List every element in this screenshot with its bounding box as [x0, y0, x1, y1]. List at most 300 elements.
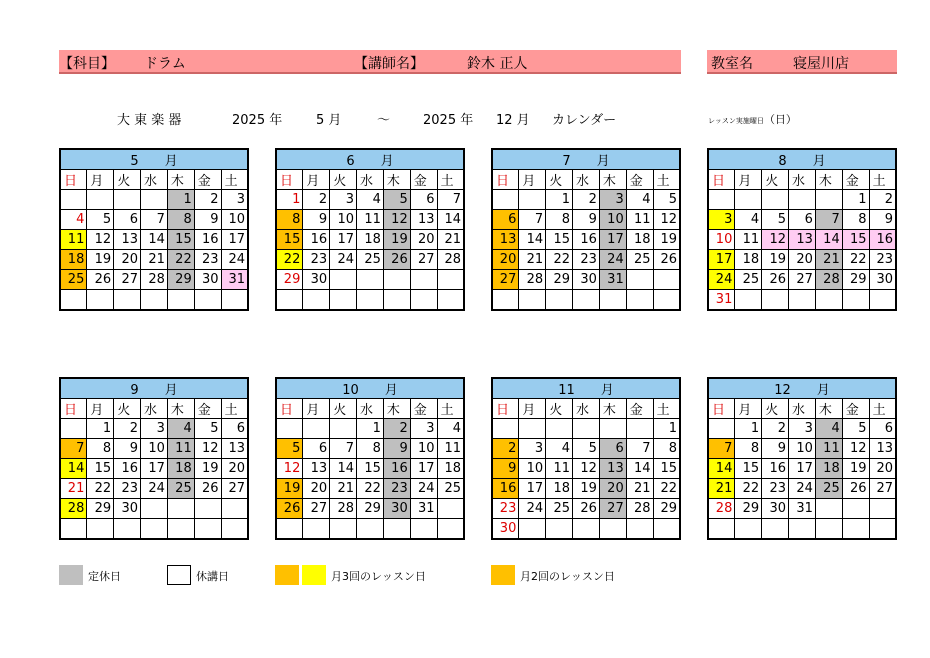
day-cell: 24 [519, 499, 546, 519]
day-cell: 21 [708, 479, 735, 499]
start-month: 5 月 [316, 113, 342, 128]
day-cell: 17 [330, 230, 357, 250]
empty-cell [141, 499, 168, 519]
day-cell: 18 [815, 459, 842, 479]
empty-cell [141, 519, 168, 539]
day-cell: 1 [276, 190, 303, 210]
day-cell: 1 [546, 190, 573, 210]
day-cell: 4 [60, 210, 87, 230]
day-cell: 10 [519, 459, 546, 479]
day-cell: 11 [546, 459, 573, 479]
weekday-header: 土 [221, 399, 248, 419]
day-cell: 22 [357, 479, 384, 499]
weekday-header: 土 [653, 399, 680, 419]
day-cell: 2 [194, 190, 221, 210]
weekday-header: 金 [194, 170, 221, 190]
day-cell: 1 [87, 419, 114, 439]
day-cell: 5 [194, 419, 221, 439]
day-cell: 27 [492, 270, 519, 290]
day-cell: 6 [410, 190, 437, 210]
empty-cell [303, 519, 330, 539]
day-cell: 30 [114, 499, 141, 519]
day-cell: 23 [573, 250, 600, 270]
month-title: 8 月 [708, 149, 896, 170]
day-cell: 17 [141, 459, 168, 479]
empty-cell [492, 290, 519, 310]
empty-cell [410, 270, 437, 290]
day-cell: 8 [653, 439, 680, 459]
day-cell: 7 [60, 439, 87, 459]
day-cell: 4 [735, 210, 762, 230]
day-cell: 31 [221, 270, 248, 290]
day-cell: 7 [519, 210, 546, 230]
legend-three-yellow-swatch [302, 565, 326, 585]
day-cell: 25 [437, 479, 464, 499]
day-cell: 16 [114, 459, 141, 479]
day-cell: 29 [546, 270, 573, 290]
day-cell: 25 [357, 250, 384, 270]
day-cell: 12 [573, 459, 600, 479]
empty-cell [762, 190, 789, 210]
empty-cell [194, 519, 221, 539]
day-cell: 15 [167, 230, 194, 250]
day-cell: 8 [87, 439, 114, 459]
day-cell: 16 [303, 230, 330, 250]
weekday-header: 水 [789, 399, 816, 419]
day-cell: 26 [194, 479, 221, 499]
month-calendar [491, 377, 681, 540]
day-cell: 9 [492, 459, 519, 479]
day-cell: 3 [599, 190, 626, 210]
day-cell: 10 [708, 230, 735, 250]
range-tilde: ～ [377, 113, 391, 128]
empty-cell [303, 419, 330, 439]
day-cell: 10 [599, 210, 626, 230]
day-cell: 12 [842, 439, 869, 459]
empty-cell [437, 270, 464, 290]
day-cell: 3 [221, 190, 248, 210]
day-cell: 29 [357, 499, 384, 519]
day-cell: 27 [114, 270, 141, 290]
weekday-header: 月 [303, 170, 330, 190]
day-cell: 22 [842, 250, 869, 270]
month-title: 11 月 [492, 378, 680, 399]
day-cell: 2 [383, 419, 410, 439]
weekday-header: 金 [410, 399, 437, 419]
empty-cell [167, 290, 194, 310]
weekday-header: 日 [60, 399, 87, 419]
day-cell: 3 [410, 419, 437, 439]
day-cell: 3 [330, 190, 357, 210]
day-cell: 19 [87, 250, 114, 270]
day-cell: 10 [789, 439, 816, 459]
day-cell: 21 [815, 250, 842, 270]
weekday-header: 木 [815, 170, 842, 190]
day-cell: 6 [869, 419, 896, 439]
weekday-header: 月 [519, 399, 546, 419]
day-cell: 22 [735, 479, 762, 499]
empty-cell [276, 290, 303, 310]
weekday-header: 木 [383, 399, 410, 419]
day-cell: 4 [815, 419, 842, 439]
day-cell: 11 [60, 230, 87, 250]
day-cell: 6 [303, 439, 330, 459]
day-cell: 2 [303, 190, 330, 210]
empty-cell [573, 419, 600, 439]
day-cell: 26 [276, 499, 303, 519]
day-cell: 28 [815, 270, 842, 290]
day-cell: 19 [383, 230, 410, 250]
empty-cell [60, 519, 87, 539]
weekday-header: 日 [708, 399, 735, 419]
month-calendar [59, 148, 249, 311]
day-cell: 7 [141, 210, 168, 230]
month-title: 12 月 [708, 378, 896, 399]
day-cell: 5 [842, 419, 869, 439]
legend-holiday-label: 定休日 [88, 570, 121, 583]
day-cell: 5 [573, 439, 600, 459]
day-cell: 14 [815, 230, 842, 250]
empty-cell [599, 419, 626, 439]
day-cell: 14 [519, 230, 546, 250]
day-cell: 25 [60, 270, 87, 290]
day-cell: 12 [194, 439, 221, 459]
empty-cell [815, 190, 842, 210]
empty-cell [437, 290, 464, 310]
day-cell: 15 [653, 459, 680, 479]
empty-cell [546, 290, 573, 310]
day-cell: 14 [141, 230, 168, 250]
day-cell: 17 [221, 230, 248, 250]
weekday-header: 火 [762, 170, 789, 190]
day-cell: 13 [410, 210, 437, 230]
day-cell: 16 [383, 459, 410, 479]
lesson-day-label: レッスン実施曜日 [708, 117, 764, 125]
day-cell: 22 [87, 479, 114, 499]
empty-cell [87, 190, 114, 210]
day-cell: 14 [437, 210, 464, 230]
day-cell: 7 [626, 439, 653, 459]
weekday-header: 木 [167, 170, 194, 190]
month-calendar [275, 377, 465, 540]
day-cell: 1 [735, 419, 762, 439]
empty-cell [735, 519, 762, 539]
day-cell: 20 [869, 459, 896, 479]
empty-cell [357, 519, 384, 539]
school-bar [707, 50, 897, 74]
empty-cell [194, 499, 221, 519]
day-cell: 25 [626, 250, 653, 270]
day-cell: 6 [114, 210, 141, 230]
day-cell: 31 [410, 499, 437, 519]
empty-cell [599, 290, 626, 310]
day-cell: 9 [869, 210, 896, 230]
day-cell: 25 [167, 479, 194, 499]
empty-cell [815, 499, 842, 519]
day-cell: 31 [789, 499, 816, 519]
day-cell: 17 [708, 250, 735, 270]
empty-cell [519, 290, 546, 310]
day-cell: 28 [141, 270, 168, 290]
day-cell: 24 [708, 270, 735, 290]
legend-two-label: 月2回のレッスン日 [520, 570, 615, 583]
day-cell: 28 [708, 499, 735, 519]
weekday-header: 月 [735, 399, 762, 419]
empty-cell [221, 499, 248, 519]
empty-cell [789, 290, 816, 310]
day-cell: 4 [357, 190, 384, 210]
day-cell: 7 [330, 439, 357, 459]
weekday-header: 金 [626, 170, 653, 190]
day-cell: 2 [869, 190, 896, 210]
empty-cell [167, 499, 194, 519]
day-cell: 16 [194, 230, 221, 250]
day-cell: 21 [60, 479, 87, 499]
day-cell: 1 [357, 419, 384, 439]
day-cell: 19 [276, 479, 303, 499]
day-cell: 30 [573, 270, 600, 290]
day-cell: 8 [546, 210, 573, 230]
day-cell: 16 [573, 230, 600, 250]
day-cell: 19 [653, 230, 680, 250]
day-cell: 26 [653, 250, 680, 270]
empty-cell [114, 190, 141, 210]
weekday-header: 月 [87, 399, 114, 419]
day-cell: 20 [303, 479, 330, 499]
weekday-header: 金 [842, 399, 869, 419]
empty-cell [789, 190, 816, 210]
day-cell: 21 [437, 230, 464, 250]
day-cell: 19 [842, 459, 869, 479]
empty-cell [114, 290, 141, 310]
day-cell: 13 [599, 459, 626, 479]
day-cell: 3 [519, 439, 546, 459]
day-cell: 13 [492, 230, 519, 250]
school-value: 寝屋川店 [793, 56, 849, 72]
day-cell: 13 [869, 439, 896, 459]
day-cell: 29 [276, 270, 303, 290]
day-cell: 28 [626, 499, 653, 519]
weekday-header: 火 [114, 170, 141, 190]
day-cell: 4 [546, 439, 573, 459]
day-cell: 28 [437, 250, 464, 270]
empty-cell [708, 419, 735, 439]
day-cell: 8 [167, 210, 194, 230]
day-cell: 23 [492, 499, 519, 519]
day-cell: 21 [519, 250, 546, 270]
day-cell: 30 [194, 270, 221, 290]
empty-cell [735, 290, 762, 310]
day-cell: 18 [437, 459, 464, 479]
teacher-value: 鈴木 正人 [467, 56, 528, 72]
day-cell: 17 [410, 459, 437, 479]
weekday-header: 日 [492, 170, 519, 190]
day-cell: 18 [546, 479, 573, 499]
empty-cell [276, 419, 303, 439]
day-cell: 7 [437, 190, 464, 210]
day-cell: 1 [842, 190, 869, 210]
empty-cell [626, 270, 653, 290]
day-cell: 22 [276, 250, 303, 270]
title-bar [59, 50, 681, 74]
weekday-header: 土 [869, 170, 896, 190]
day-cell: 19 [573, 479, 600, 499]
start-year: 2025 年 [232, 113, 283, 128]
day-cell: 27 [410, 250, 437, 270]
day-cell: 26 [573, 499, 600, 519]
empty-cell [87, 519, 114, 539]
weekday-header: 木 [599, 399, 626, 419]
empty-cell [546, 419, 573, 439]
empty-cell [330, 270, 357, 290]
empty-cell [492, 419, 519, 439]
weekday-header: 木 [167, 399, 194, 419]
day-cell: 29 [167, 270, 194, 290]
day-cell: 25 [815, 479, 842, 499]
month-calendar [275, 148, 465, 311]
empty-cell [357, 290, 384, 310]
day-cell: 22 [167, 250, 194, 270]
empty-cell [519, 519, 546, 539]
legend-no-lesson-swatch [167, 565, 191, 585]
day-cell: 5 [276, 439, 303, 459]
weekday-header: 火 [330, 170, 357, 190]
empty-cell [383, 270, 410, 290]
weekday-header: 木 [815, 399, 842, 419]
weekday-header: 水 [573, 170, 600, 190]
weekday-header: 火 [546, 399, 573, 419]
day-cell: 15 [357, 459, 384, 479]
day-cell: 19 [194, 459, 221, 479]
day-cell: 14 [330, 459, 357, 479]
empty-cell [708, 190, 735, 210]
day-cell: 23 [114, 479, 141, 499]
month-calendar [491, 148, 681, 311]
empty-cell [546, 519, 573, 539]
empty-cell [762, 519, 789, 539]
day-cell: 1 [167, 190, 194, 210]
lesson-day [708, 111, 797, 127]
legend-holiday-swatch [59, 565, 83, 585]
day-cell: 27 [303, 499, 330, 519]
day-cell: 8 [276, 210, 303, 230]
day-cell: 9 [762, 439, 789, 459]
empty-cell [221, 519, 248, 539]
weekday-header: 土 [653, 170, 680, 190]
empty-cell [330, 519, 357, 539]
empty-cell [869, 519, 896, 539]
day-cell: 27 [599, 499, 626, 519]
day-cell: 9 [573, 210, 600, 230]
weekday-header: 日 [276, 399, 303, 419]
day-cell: 13 [789, 230, 816, 250]
weekday-header: 月 [303, 399, 330, 419]
day-cell: 28 [519, 270, 546, 290]
empty-cell [842, 519, 869, 539]
day-cell: 11 [437, 439, 464, 459]
day-cell: 15 [87, 459, 114, 479]
month-title: 10 月 [276, 378, 464, 399]
day-cell: 9 [303, 210, 330, 230]
day-cell: 24 [599, 250, 626, 270]
weekday-header: 日 [708, 170, 735, 190]
day-cell: 18 [626, 230, 653, 250]
day-cell: 10 [330, 210, 357, 230]
day-cell: 27 [869, 479, 896, 499]
empty-cell [653, 270, 680, 290]
day-cell: 22 [653, 479, 680, 499]
day-cell: 17 [519, 479, 546, 499]
empty-cell [626, 419, 653, 439]
empty-cell [573, 519, 600, 539]
weekday-header: 日 [492, 399, 519, 419]
day-cell: 23 [383, 479, 410, 499]
day-cell: 20 [599, 479, 626, 499]
empty-cell [383, 290, 410, 310]
day-cell: 13 [114, 230, 141, 250]
day-cell: 14 [626, 459, 653, 479]
day-cell: 21 [330, 479, 357, 499]
day-cell: 18 [60, 250, 87, 270]
month-title: 6 月 [276, 149, 464, 170]
empty-cell [735, 190, 762, 210]
day-cell: 2 [492, 439, 519, 459]
subject-label: 【科目】 [59, 56, 115, 72]
weekday-header: 火 [114, 399, 141, 419]
weekday-header: 金 [842, 170, 869, 190]
day-cell: 12 [653, 210, 680, 230]
weekday-header: 木 [599, 170, 626, 190]
day-cell: 12 [87, 230, 114, 250]
day-cell: 29 [735, 499, 762, 519]
weekday-header: 水 [141, 170, 168, 190]
day-cell: 9 [194, 210, 221, 230]
empty-cell [815, 519, 842, 539]
empty-cell [114, 519, 141, 539]
legend-no-lesson-label: 休講日 [196, 570, 229, 583]
day-cell: 2 [114, 419, 141, 439]
empty-cell [815, 290, 842, 310]
day-cell: 4 [437, 419, 464, 439]
weekday-header: 木 [383, 170, 410, 190]
day-cell: 7 [708, 439, 735, 459]
day-cell: 17 [789, 459, 816, 479]
day-cell: 2 [573, 190, 600, 210]
day-cell: 5 [653, 190, 680, 210]
day-cell: 3 [708, 210, 735, 230]
day-cell: 23 [762, 479, 789, 499]
empty-cell [303, 290, 330, 310]
day-cell: 25 [546, 499, 573, 519]
day-cell: 19 [762, 250, 789, 270]
lesson-day-value: （日） [763, 113, 797, 126]
day-cell: 28 [330, 499, 357, 519]
weekday-header: 月 [519, 170, 546, 190]
empty-cell [330, 290, 357, 310]
day-cell: 10 [410, 439, 437, 459]
empty-cell [60, 190, 87, 210]
subject-value: ドラム [144, 56, 186, 72]
day-cell: 10 [221, 210, 248, 230]
end-month: 12 月 [496, 113, 530, 128]
day-cell: 7 [815, 210, 842, 230]
company-name: 大 東 楽 器 [117, 113, 182, 128]
day-cell: 30 [303, 270, 330, 290]
weekday-header: 日 [276, 170, 303, 190]
day-cell: 20 [410, 230, 437, 250]
day-cell: 4 [167, 419, 194, 439]
day-cell: 9 [383, 439, 410, 459]
